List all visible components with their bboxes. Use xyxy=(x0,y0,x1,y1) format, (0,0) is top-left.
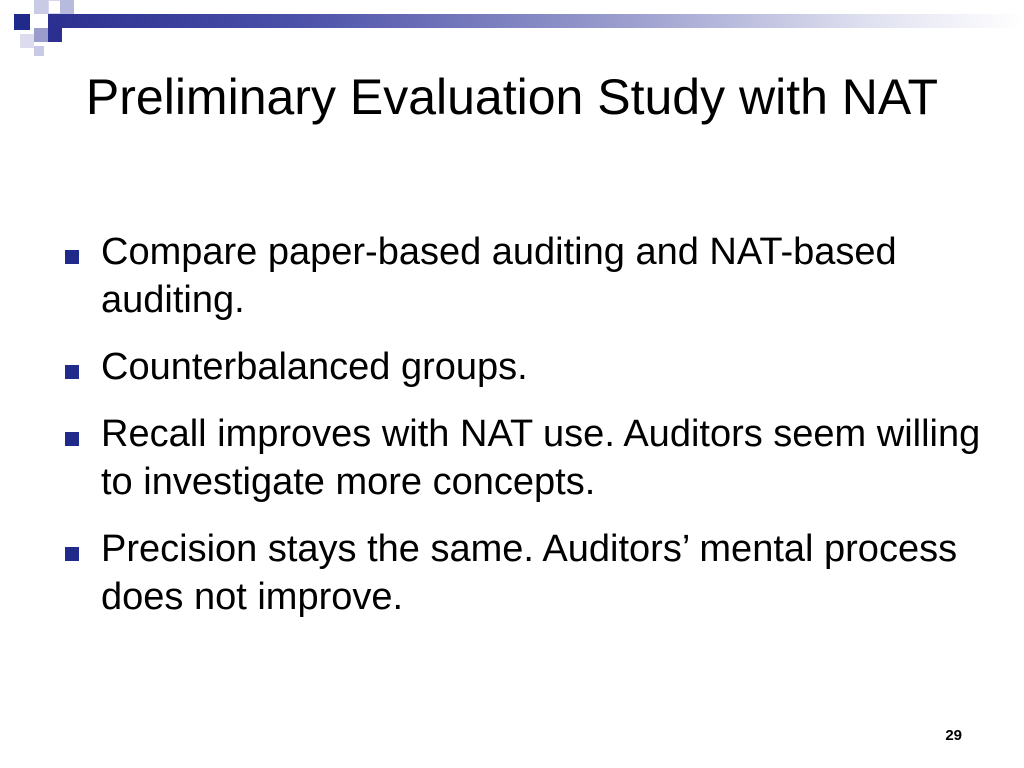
square-bullet-icon xyxy=(65,547,79,561)
decorative-square xyxy=(34,28,48,42)
decorative-square xyxy=(34,46,44,56)
decorative-square xyxy=(20,34,34,48)
bullet-text: Recall improves with NAT use. Auditors seem willing to investigate more concepts. xyxy=(101,413,981,503)
header-gradient-band xyxy=(48,14,1024,28)
square-bullet-icon xyxy=(65,365,79,379)
decorative-square xyxy=(60,0,74,14)
square-bullet-icon xyxy=(65,432,79,446)
bullet-item xyxy=(62,343,982,391)
slide-title: Preliminary Evaluation Study with NAT xyxy=(85,69,939,125)
bullet-item xyxy=(62,525,982,621)
square-bullet-icon xyxy=(65,250,79,264)
bullet-text: Counterbalanced groups. xyxy=(101,346,528,388)
bullet-text: Compare paper-based auditing and NAT-based auditing. xyxy=(101,231,897,321)
decorative-square xyxy=(14,14,30,30)
bullet-text: Precision stays the same. Auditors’ mental process does not improve. xyxy=(101,528,958,618)
decorative-square xyxy=(48,28,62,42)
bullet-list xyxy=(62,228,982,640)
bullet-item xyxy=(62,228,982,324)
bullet-item xyxy=(62,410,982,506)
decorative-square xyxy=(34,0,48,14)
page-number: 29 xyxy=(945,727,962,744)
